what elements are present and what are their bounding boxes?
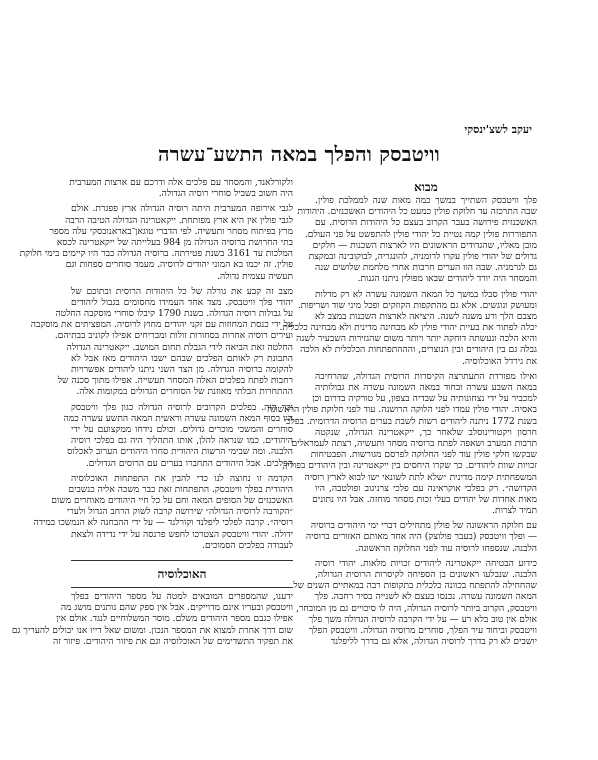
text-line: ועירים רוסיה אחרות בסחורות זולות ומבריחים אפילו לקוניב בבתיהם. xyxy=(54,331,293,342)
text-line: הלבנה. ומה שבימי הרשות היהודית סחרו היהודים הערוב לאכלוס xyxy=(67,447,293,458)
text-line: כידוע הבטיחה ייקאטרינה ליהודים זכויות מלאות. יהודי רוסיה xyxy=(315,558,537,569)
text-line: להקומה ברוסיה הגדולה. מן הצד השני ניתנו ליהודים אפשרויות xyxy=(71,365,293,375)
text-line: מצבם הלך ורע משנה לשנה. היציאה לארצות השכנות במצב לא xyxy=(315,311,537,322)
paragraph xyxy=(30,286,293,403)
text-line: פלך וויטבסק השתייך במשך כמה מאות שנה לממלכת פולין. xyxy=(315,196,537,206)
text-line: ידענו, שהמספרים המובאים למטה על מספר היהודים בפלך xyxy=(71,592,293,602)
text-line: רוסיה״. קרבה לפלכי ליפלנד וקורלנד — על ידי ההבחנה לא הנמשכו במידה xyxy=(33,518,293,529)
text-line: רחבות לפתח בפלכים האלה המסחר תעשייה. אפילו מתוך סכנה של xyxy=(57,376,293,387)
text-line: סוחרים והמשכי מוכרים גדולים. וכולם נידחו ממקצועם על ידי xyxy=(71,424,293,435)
paragraph xyxy=(305,521,537,559)
text-line: חרסון ויקטורינוסלב שלאחר כך, ייקאטרינה הגדולה, שנקטה xyxy=(315,427,537,438)
text-column-left xyxy=(11,178,293,652)
paragraph xyxy=(279,289,537,372)
section-divider-bottom xyxy=(71,587,293,588)
text-line: ידולה. יהודי וויטבסק הצטרכו לחפש פרנסה על ידי נדידה ולצאת xyxy=(71,529,293,540)
text-line: האשכנזית פירושה בעבר הקרוב בעצם כל היהודות הרוסית. עם xyxy=(315,218,537,229)
paragraph xyxy=(267,371,537,521)
paragraph xyxy=(71,178,293,204)
text-line: לגבי אירופה המערבית היתה רוסיה הגדולה ארץ פפגרת. אולם xyxy=(71,204,293,215)
text-line: וכך הוה. בפלכים הקרובים לרוסיה הגדולה כגון פלך וויטבסק xyxy=(71,402,293,413)
text-line: ההתחרות הבלתי מאוזנת של הסוחרים הגדולים במקומות אלה. xyxy=(76,387,293,398)
text-line: בשנת 1772 ניתנה ליהודים רשות לשבת בערים הרוסיה הדרומית. בפלכי xyxy=(283,416,537,427)
text-line: מובן מאליו, שהגדודים הראשונים היו לארצות השכנות — חלקים xyxy=(312,240,537,251)
text-line: היו בסוף המאה השמונה עשרה וראשית המאה התשע עשרה כמה xyxy=(63,413,293,424)
text-line: אפילו כגבם מספר היהודים משלם. מוסר המשלוחיים לנגד. אולם אין xyxy=(56,614,293,625)
paragraph xyxy=(293,558,537,653)
text-line: המשפחתית קימה מדינית ״שלא לתת לשונאי ישו לבוא לארץ רוסיה xyxy=(304,472,537,483)
text-line: מרץ בפיתוח מסחר ותעשיה. לפי הדברי טוגאן־באראנובסקי עלה מספר xyxy=(49,226,293,237)
text-line: אולם אין טוב בלא רע — על ידי הקרבה לרוסיה הגדולה משך פלך xyxy=(308,614,537,625)
paragraph xyxy=(11,592,293,652)
text-line: מצב זה קבע את גורלה של כל היהודות הרוסית ובתוכם של xyxy=(71,286,293,297)
text-line: עם חלוקה הראשונה של פולין מתחילים דברי ימי היהודים ברוסיה xyxy=(310,521,537,532)
text-line: האשכנזים של הסופים המאה וחם על כל חיי היהודים מאוחרים משום xyxy=(51,496,293,507)
text-line: תרבות המערב ושאפה לפתח ברוסיה מסחר ותעשיה, רצתה לעמראלים xyxy=(291,438,537,449)
text-line: שבה התרכזה עד חלוקת פולין כמעט כל היהודים האשכנזים. היהודות xyxy=(297,207,537,218)
text-line: יושבים לא רק בדרך לרוסיה הגדולה, אלא גם בדרך לליפלנד xyxy=(330,637,537,648)
text-line: החלטה זאת הביאה לידי הגבלת תחום המושב. ייקאטרינה הגדולה xyxy=(66,342,293,353)
section-heading-population: האוכלוסיה xyxy=(157,567,207,581)
text-line: שום דרך אחרת למצוא את המספר הנכון. ומשום שאל דייו אנו יכולים להעריך גם xyxy=(11,625,293,636)
section-heading-intro: מבוא xyxy=(414,180,438,194)
text-line: שהחחילה להתפתח בכוונה כלכלית בתקופות רבה במאתיים השנים של xyxy=(293,581,537,592)
text-line: והיא הלכה ונעשתה דוחקה יותר ויותר משום שהגזירות השבעיר לשנה xyxy=(296,334,537,345)
text-line: היהודים. כמו שנראה להלן, אותו התהליך היה גם בפלכי רוסיה xyxy=(71,436,293,447)
text-line: על ידי כנסת המחוזות עם זקני יהודים מחוץ לרוסיה. המפציתים את מוסקבה xyxy=(30,320,293,331)
text-line: לגבי פולין אין היא ארץ מפותחת. ייקאטרינה הגדולה הטיבה הרבה xyxy=(65,215,293,226)
text-line: — ופלך וויטבסק (בעבר פולוצק) היה אחד מאותם האזורים ברוסיה xyxy=(305,532,537,543)
text-line: שבקשו חלקי פולין עוד לפני החלוקה לפרסם מגורשות. הפבטיחות xyxy=(310,450,537,461)
article-title: וויטבסק והפלך במאה התשע־עשרה xyxy=(158,142,440,166)
text-line: גם לגרמניה. שבה הוו הערים חרבות אחרי מלחמת שלושים שנה xyxy=(314,263,537,274)
text-line: ולקורלאנד, והמסחר עם פלכים אלה ודרכם עם ארצות המערבית xyxy=(69,178,293,188)
text-line: גדולים של יהודי פולין עקרו לרומניה, להונגריה, לבוקובינה ובמקצת xyxy=(308,251,537,262)
text-line: התפוררות פולין קמה נטיית כל יהודי פולין להתפשט על פני העולם. xyxy=(304,229,537,240)
text-line: יכלה לפתור את בעיית יהודי פולין לא מבחינה מדינית ולא מבחינה כלכלית. xyxy=(279,323,537,334)
text-line: ואילו מפורדת התעתרצה הקיסרות הרוסית הגדולה, שהרחיבה xyxy=(315,371,537,382)
text-line: והמסחר היה יורד ליהודים שבאו מפולין ניתנו הגנות. xyxy=(357,274,537,285)
section-divider-top xyxy=(71,560,293,561)
text-line: הקדמה זו נחוצה לנו כדי להבין את התפתחות האוכלוסיה xyxy=(71,473,293,484)
text-line: וויטבסק וביחוד עיר הפלך, סוחרים מרוסיה הגדולה. וויטבסק הפלך xyxy=(308,625,537,636)
text-line: הלבנה. שנבלעו ראשונים בן הספיחה לקיסרות הרוסית הגדולה, xyxy=(315,570,537,580)
text-line: את גירדל האוכלוסיה. xyxy=(462,356,537,367)
text-line: על גבולות רוסיה הגדולה. בשנת 1790 קיבלו סוחרי מוסקבה החלטה xyxy=(55,309,293,320)
text-line: וויטבסק ובעריו אינם מדוייקים. אבל אין ספק שהם נותנים מושג מה xyxy=(60,603,293,614)
text-line: היהודית בפלך וויטבסק. התפתחות זאת כבר משכה אליה כנשבים xyxy=(68,484,293,495)
text-line: יהודי פולין סבלו במשך כל המאה השמונה עשרה לא רק מדלות xyxy=(315,289,537,300)
text-line: התבונת רק לאותם הפלכים שבהם ישבו היהודים מאז אבל לא xyxy=(71,353,293,364)
text-line: את תפקיד התשדימים של האוכלוסיה וגם את פיזור היהודים. פיזור זה xyxy=(52,636,293,647)
text-line: יהודי פלך וויטבסק. מצד אחד העמידו מחסומים בגבול ליהודים xyxy=(71,297,293,308)
paragraph xyxy=(19,204,293,286)
text-line: לעבודה בפלכים הסמוכים. xyxy=(202,540,293,551)
paragraph xyxy=(297,196,537,290)
text-line: היה חשוב בשביל סוחרי רוסיה הגדולה. xyxy=(158,189,293,200)
text-line: תמיד לצרות. xyxy=(492,506,537,517)
text-line: המלכות עד 3161 בשנת פטירתה. ברוסיה הגדולה כבר היו קיימים בימי חלוקת xyxy=(19,249,293,260)
text-line: בתי החרושת ברוסיה הגדולה מן 984 בעלייתה של ייקאטרינה לכסא xyxy=(56,237,293,248)
text-line: למכביר על ידי נצחונותיה על שבדיה בצפון, על טורקיה בדרום וכן xyxy=(312,394,537,405)
text-line: ומעושק ונוגשים. אלא גם מהתקפות הקוזקים ופכל מיני שוד ושריפות. xyxy=(297,300,537,311)
text-line: המאה השמונה עשרה. נכנסו בעצם לא לשנייה בסיר רחבה. פלך xyxy=(314,592,537,603)
text-line: באסיה. יהודי פולין עמדו לפני הלוקה הרושנה. עוד לפני חלוקת פולין הראשונה xyxy=(267,405,537,416)
paragraph xyxy=(63,402,293,474)
author-name: יעקב לשצ'ינסקי xyxy=(464,123,532,136)
text-line: ״הקורבה לרוסיה הגדולה״ שירושה קרבה לשוק הרחב הגדול ולערי xyxy=(66,507,293,518)
text-line: מאות אחדות של יהודים בעלי זכות מסחר מוחזה. אבל היו נתונים xyxy=(312,494,537,505)
paragraph xyxy=(33,473,293,556)
text-line: תעשיה עצמית גדולה. xyxy=(217,271,293,282)
text-line: הלבנה. שנספחו לרוסיה עוד לפני החלוקה הראשונה. xyxy=(355,543,537,554)
text-line: הפלכים. אבל היהודים התחברו בערים עם הרוסים הגדולים. xyxy=(85,458,293,469)
text-line: פולין. זה יכמו בא המוני יהודים לרוסיה. מעמד סוחרים ספחות וגם xyxy=(65,260,293,271)
text-line: גבלה גם בין היהודים ובין הנוצרים, והההתפתחות הכלכלית לא הלכה xyxy=(300,345,537,356)
text-line: הקדושה״. רק בפלכי אוקראינה עם פלכי צרניגוב ופולטבה, היו xyxy=(315,483,537,494)
text-line: במאה השבע עשרה ובחוד במאה השמונה עשרה את גבולותיה xyxy=(315,383,537,393)
text-line: זכויות שוות ליהודים. כך שקרו היחסים בין ייקאטרינה ובין היהודים בפולין, xyxy=(282,461,537,472)
text-column-right xyxy=(267,178,537,652)
text-line: וויטבסק, הקרוב ביותר לרוסיה הגדולה, היה לו סיכויים גם מן המובחר, xyxy=(296,603,537,614)
